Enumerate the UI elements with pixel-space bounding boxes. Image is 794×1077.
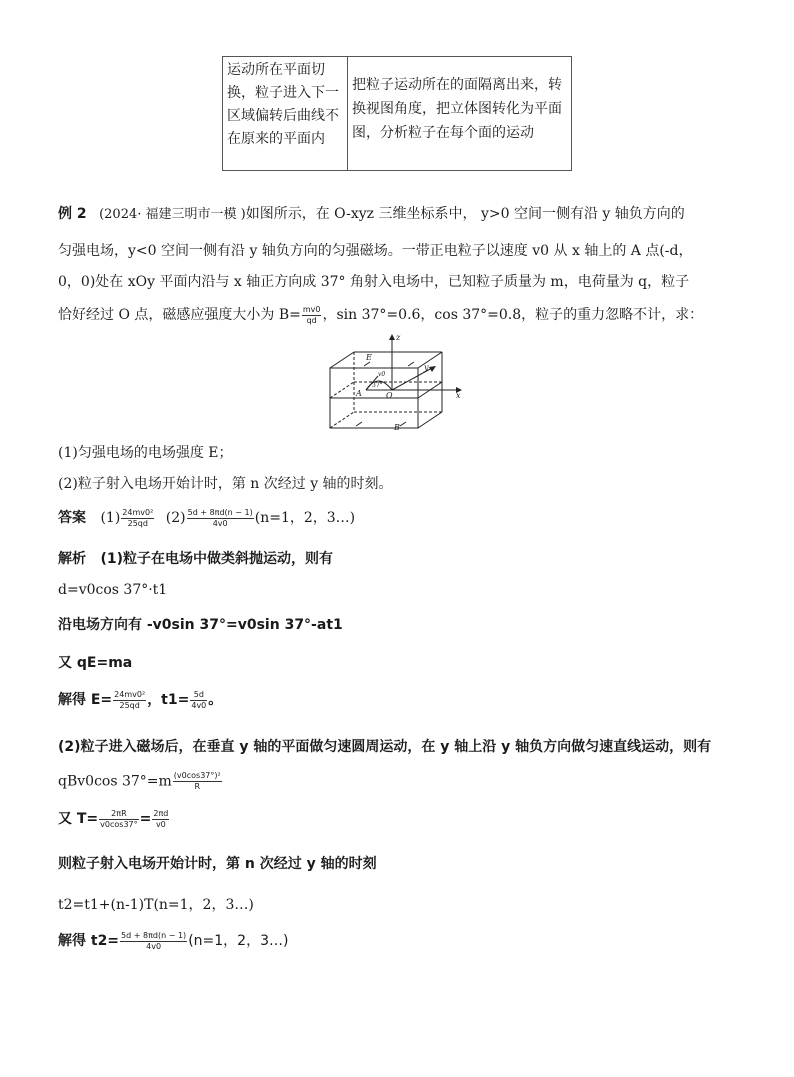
answer-part: (2) — [165, 510, 186, 526]
fraction-denominator: 25qd — [119, 700, 140, 710]
analysis-line-2: d=v0cos 37°·t1 — [58, 582, 168, 598]
analysis-line-5 — [58, 689, 222, 711]
analysis-text: 解得 t2= — [58, 933, 120, 949]
fraction-denominator: 4v0 — [212, 518, 228, 528]
analysis-line-7 — [58, 771, 223, 792]
figure-label-e: E — [366, 353, 372, 362]
figure-label-z: z — [396, 333, 401, 342]
analysis-text: = — [139, 811, 152, 827]
fraction — [187, 508, 254, 529]
fraction — [99, 809, 138, 830]
example-text: ，sin 37°=0.6，cos 37°=0.8，粒子的重力忽略不计，求： — [322, 307, 704, 323]
figure-label-v0: v0 — [378, 371, 386, 378]
figure-label-o: O — [386, 391, 393, 400]
fraction-denominator: 4v0 — [146, 941, 162, 951]
analysis-text: 又 T= — [58, 811, 99, 827]
fraction-numerator: 24mv0² — [122, 507, 154, 517]
example-text: 如图所示，在 O-xyz 三维坐标系中， y>0 空间一侧有沿 y 轴负方向的 — [245, 206, 685, 222]
analysis-line-8 — [58, 808, 170, 830]
example-label: 例 2 — [58, 206, 87, 222]
analysis-text: qBv0cos 37°=m — [58, 773, 172, 790]
method-table — [222, 56, 572, 171]
fraction-denominator: 4v0 — [191, 700, 207, 710]
fraction-numerator: 5d — [190, 690, 207, 701]
fraction-numerator: 5d + 8πd(n − 1) — [187, 507, 253, 517]
table-text: 换，粒子进入下一 — [227, 85, 339, 101]
fraction-numerator: 2πd — [153, 808, 169, 818]
fraction-numerator: 24mv0² — [114, 689, 146, 699]
table-cell-left — [223, 57, 348, 170]
fraction-denominator: v0cos37° — [100, 819, 138, 829]
fraction — [121, 508, 154, 529]
analysis-label: 解析 — [58, 551, 86, 567]
analysis-line-11 — [58, 930, 288, 952]
table-cell-right — [348, 57, 571, 170]
fraction-denominator: qd — [306, 315, 317, 325]
analysis-line-6: (2)粒子进入磁场后，在垂直 y 轴的平面做匀速圆周运动，在 y 轴上沿 y 轴负方向做匀速直线运动，则有 — [58, 739, 712, 755]
table-text: 在原来的平面内 — [227, 131, 325, 147]
example-source: (2024· 福建三明市一模 ) — [99, 207, 246, 222]
analysis-text: ，t1= — [147, 692, 190, 708]
analysis-line-1 — [58, 548, 333, 568]
question-1: (1)匀强电场的电场强度 E； — [58, 445, 233, 461]
table-text: 把粒子运动所在的面隔离出来，转 — [352, 77, 562, 93]
fraction — [120, 931, 187, 952]
figure-label-angle: 37° — [372, 382, 383, 389]
answer-label: 答案 — [58, 510, 86, 526]
question-2: (2)粒子射入电场开始计时，第 n 次经过 y 轴的时刻。 — [58, 476, 393, 492]
example-line-4 — [58, 304, 703, 326]
fraction-numerator: (v0cos37°)² — [173, 771, 221, 780]
fraction-denominator: v0 — [155, 819, 166, 829]
answer-line — [58, 507, 355, 529]
fraction — [113, 690, 146, 711]
fraction — [190, 690, 207, 711]
figure-label-b: B — [394, 423, 400, 432]
fraction — [173, 771, 222, 792]
figure-label-a: A — [356, 389, 362, 398]
answer-tail: (n=1，2，3…) — [254, 510, 356, 526]
example-line-2: 匀强电场，y<0 空间一侧有沿 y 轴负方向的匀强磁场。一带正电粒子以速度 v0 从 x 轴上的 A 点(-d， — [58, 243, 693, 259]
fraction-numerator: 2πR — [99, 809, 138, 820]
fraction — [152, 809, 169, 830]
fraction-numerator: 5d + 8πd(n − 1) — [121, 930, 187, 940]
example-line-3: 0，0)处在 xOy 平面内沿与 x 轴正方向成 37° 角射入电场中，已知粒子质量为 m，电荷量为 q，粒子 — [58, 274, 690, 290]
figure-label-x: x — [456, 391, 461, 400]
table-text: 图，分析粒子在每个面的运动 — [352, 125, 534, 141]
table-text: 区域偏转后曲线不 — [227, 108, 339, 124]
fraction-denominator: 25qd — [127, 518, 148, 528]
analysis-text: (1)粒子在电场中做类斜抛运动，则有 — [100, 551, 333, 567]
table-text: 运动所在平面切 — [227, 62, 325, 78]
table-text: 换视图角度，把立体图转化为平面 — [352, 101, 562, 117]
fraction-numerator: mv0 — [302, 304, 321, 314]
analysis-line-10: t2=t1+(n-1)T(n=1，2，3…) — [58, 897, 254, 913]
answer-part: (1) — [100, 510, 121, 526]
analysis-line-4: 又 qE=ma — [58, 655, 133, 671]
example-text: 恰好经过 O 点，磁感应强度大小为 B= — [58, 307, 301, 323]
example-line-1 — [58, 203, 685, 223]
figure-label-y: y — [424, 363, 429, 372]
analysis-line-9: 则粒子射入电场开始计时，第 n 次经过 y 轴的时刻 — [58, 856, 377, 872]
analysis-text: 。 — [208, 692, 223, 708]
fraction — [302, 305, 322, 326]
coordinate-box-figure — [326, 332, 466, 432]
analysis-text: (n=1，2，3…) — [188, 933, 289, 949]
analysis-text: 解得 E= — [58, 692, 113, 708]
fraction-denominator: R — [194, 782, 201, 791]
analysis-line-3: 沿电场方向有 -v0sin 37°=v0sin 37°-at1 — [58, 617, 343, 633]
